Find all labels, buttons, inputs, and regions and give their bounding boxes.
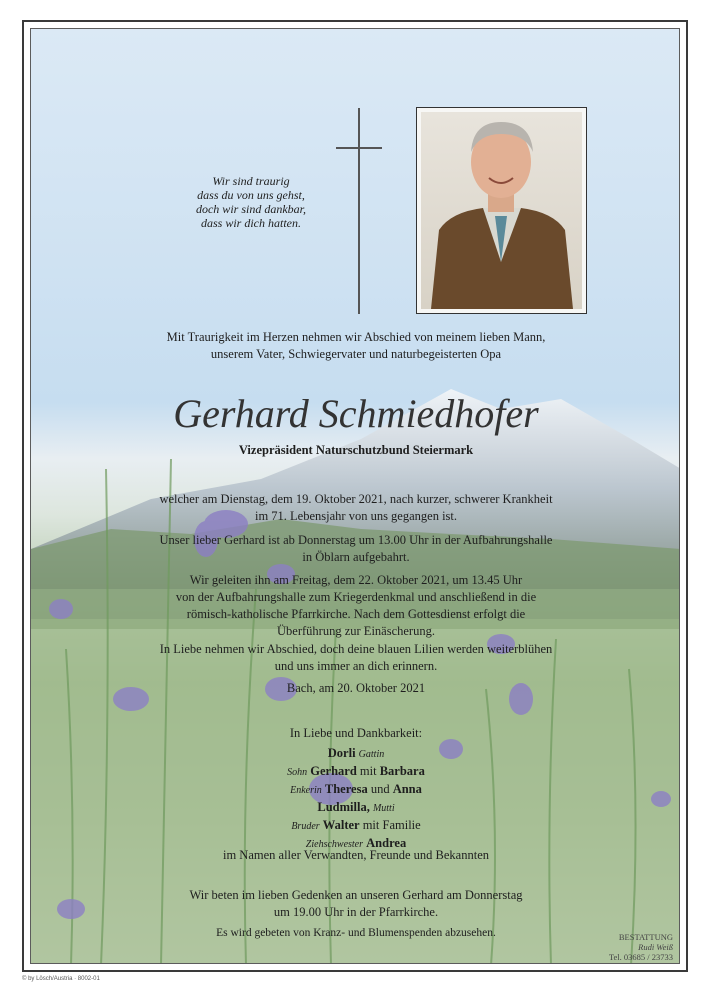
mourner-name: Theresa — [324, 782, 368, 796]
funeral-line: römisch-katholische Pfarrkirche. Nach dem Gottesdienst erfolgt die — [186, 607, 526, 621]
mourner-name: Gerhard — [310, 764, 357, 778]
farewell-text — [31, 641, 680, 675]
death-notice — [31, 491, 680, 525]
mourner-name: Barbara — [379, 764, 425, 778]
stamp-line: BESTATTUNG — [618, 932, 673, 942]
mourner-connector: mit Familie — [362, 818, 421, 832]
mourner-relation: Bruder — [291, 821, 320, 832]
farewell-line: In Liebe nehmen wir Abschied, doch deine blauen Lilien werden weiterblühen — [159, 642, 553, 656]
mourner-row — [31, 781, 680, 799]
prayer-line: um 19.00 Uhr in der Pfarrkirche. — [273, 905, 439, 919]
prayer-line: Wir beten im lieben Gedenken an unseren Gerhard am Donnerstag — [189, 888, 523, 902]
viewing-line: in Öblarn aufgebahrt. — [302, 550, 410, 564]
funeral-home-stamp — [609, 932, 673, 962]
deceased-title: Vizepräsident Naturschutzbund Steiermark — [238, 443, 474, 457]
mourner-relation: Ziehschwester — [305, 839, 364, 850]
mourner-row — [31, 763, 680, 781]
prayer-info — [31, 887, 680, 921]
mourner-name: Walter — [322, 818, 360, 832]
mourner-name: Ludmilla, — [317, 800, 370, 814]
place-date: Bach, am 20. Oktober 2021 — [286, 681, 426, 695]
intro-line: unserem Vater, Schwiegervater und naturbegeisterten Opa — [210, 347, 502, 361]
viewing-info — [31, 532, 680, 566]
mourner-name: Andrea — [366, 836, 407, 850]
mourners-heading: In Liebe und Dankbarkeit: — [289, 726, 423, 740]
funeral-line: Wir geleiten ihn am Freitag, dem 22. Oktober 2021, um 13.45 Uhr — [189, 573, 523, 587]
mourners-list — [31, 745, 680, 853]
mourner-relation: Sohn — [287, 767, 308, 778]
print-footer: © by Lösch/Austria · 8002-01 — [22, 976, 100, 982]
mourner-row — [31, 745, 680, 763]
funeral-info — [31, 572, 680, 640]
donation-request: Es wird gebeten von Kranz- und Blumenspenden abzusehen. — [216, 927, 496, 939]
cross-icon — [358, 108, 360, 314]
portrait-frame — [416, 107, 587, 314]
stamp-line: Tel. 03685 / 23733 — [608, 952, 673, 962]
viewing-line: Unser lieber Gerhard ist ab Donnerstag um 13.00 Uhr in der Aufbahrungshalle — [159, 533, 553, 547]
death-line: welcher am Dienstag, dem 19. Oktober 2021, nach kurzer, schwerer Krankheit — [159, 492, 553, 506]
portrait-photo — [421, 112, 582, 309]
verse-line: dass wir dich hatten. — [200, 216, 301, 230]
funeral-line: von der Aufbahrungshalle zum Kriegerdenkmal und anschließend in die — [175, 590, 537, 604]
notice-panel — [30, 28, 680, 964]
mourner-relation: Mutti — [372, 803, 395, 814]
mourner-row — [31, 799, 680, 817]
verse-line: dass du von uns gehst, — [197, 188, 305, 202]
mourner-relation: Gattin — [358, 749, 385, 760]
verse-line: Wir sind traurig — [212, 174, 290, 188]
mourner-relation: Enkerin — [290, 785, 322, 796]
portrait-illustration — [421, 112, 582, 309]
mourner-connector: und — [370, 782, 390, 796]
memorial-verse — [151, 174, 351, 230]
funeral-line: Überführung zur Einäscherung. — [277, 624, 435, 638]
mourner-name: Anna — [392, 782, 422, 796]
mourner-connector: mit — [359, 764, 377, 778]
cross-icon-bar — [336, 147, 382, 149]
verse-line: doch wir sind dankbar, — [195, 202, 306, 216]
intro-text — [31, 329, 680, 363]
death-line: im 71. Lebensjahr von uns gegangen ist. — [254, 509, 458, 523]
relatives-line: im Namen aller Verwandten, Freunde und Bekannten — [222, 848, 489, 862]
mourner-name: Dorli — [327, 746, 356, 760]
intro-line: Mit Traurigkeit im Herzen nehmen wir Abschied von meinem lieben Mann, — [166, 330, 546, 344]
mourner-row — [31, 817, 680, 835]
stamp-line: Rudi Weiß — [638, 942, 673, 952]
farewell-line: und uns immer an dich erinnern. — [274, 659, 438, 673]
deceased-name: Gerhard Schmiedhofer — [173, 391, 539, 436]
